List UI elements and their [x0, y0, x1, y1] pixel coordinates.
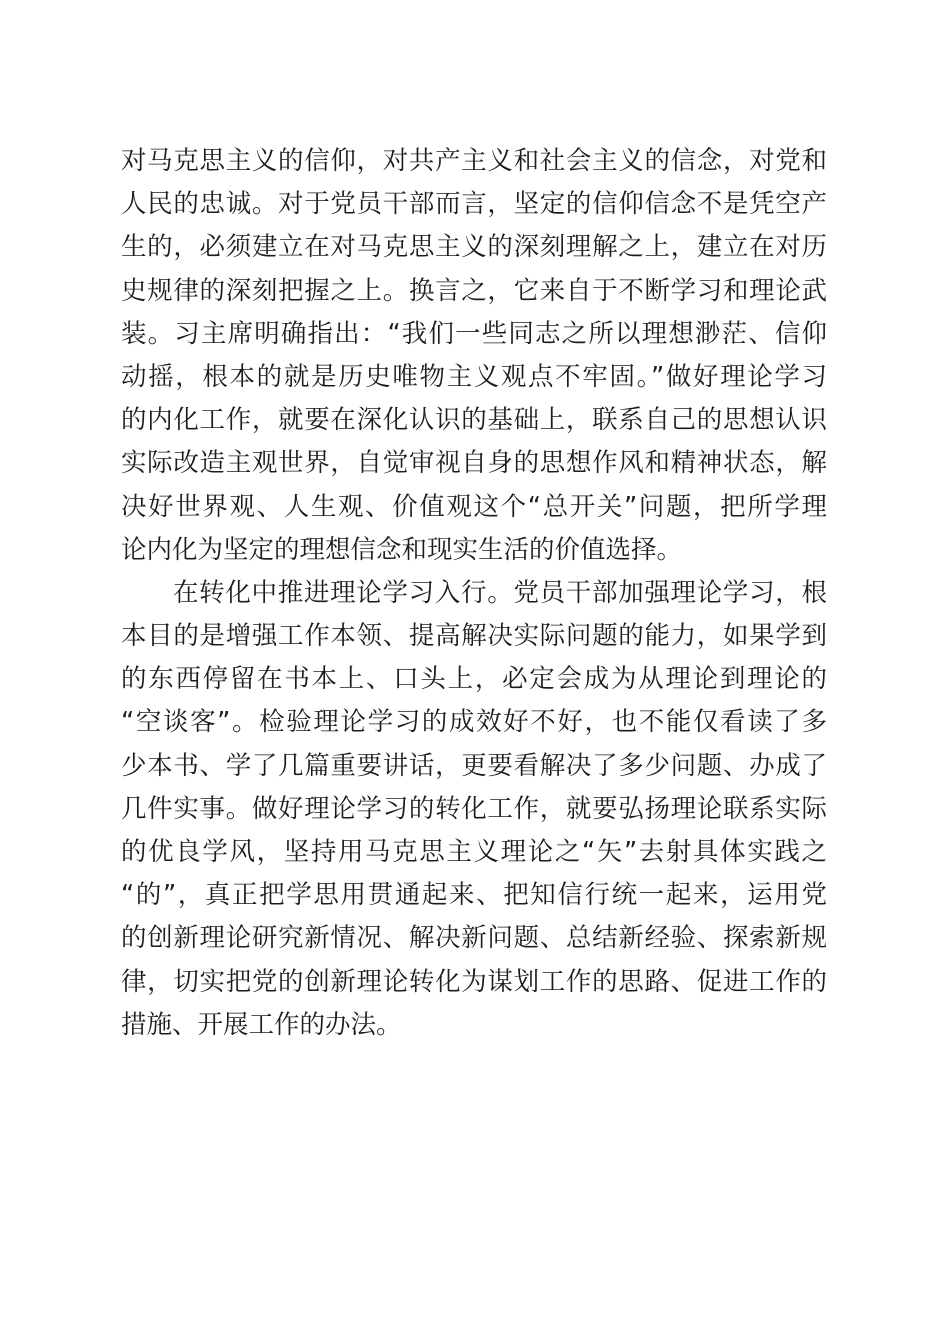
paragraph-1-line: 动摇，根本的就是历史唯物主义观点不牢固。”做好理论学习: [121, 361, 827, 392]
paragraph-1-line: 实际改造主观世界，自觉审视自身的思想作风和精神状态，解: [121, 448, 827, 479]
paragraph-2-line: 几件实事。做好理论学习的转化工作，就要弘扬理论联系实际: [121, 793, 827, 824]
paragraph-2-line: “的”，真正把学思用贯通起来、把知信行统一起来，运用党: [121, 880, 827, 911]
paragraph-2: [121, 572, 827, 1047]
paragraph-2-line: 的东西停留在书本上、口头上，必定会成为从理论到理论的: [121, 664, 827, 695]
paragraph-1-line: 装。习主席明确指出：“我们一些同志之所以理想渺茫、信仰: [121, 318, 827, 349]
paragraph-1: [121, 140, 827, 572]
paragraph-2-line: 少本书、学了几篇重要讲话，更要看解决了多少问题、办成了: [121, 750, 827, 781]
paragraph-2-line: 的优良学风，坚持用马克思主义理论之“矢”去射具体实践之: [121, 837, 827, 867]
paragraph-2-line: 措施、开展工作的办法。: [121, 1009, 402, 1040]
paragraph-2-line: 在转化中推进理论学习入行。党员干部加强理论学习，根: [173, 577, 827, 608]
paragraph-1-line: 人民的忠诚。对于党员干部而言，坚定的信仰信念不是凭空产: [121, 189, 827, 220]
paragraph-1-line: 论内化为坚定的理想信念和现实生活的价值选择。: [121, 534, 683, 565]
paragraph-1-line: 史规律的深刻把握之上。换言之，它来自于不断学习和理论武: [121, 275, 827, 306]
paragraph-1-line: 的内化工作，就要在深化认识的基础上，联系自己的思想认识: [121, 405, 827, 436]
paragraph-1-line: 生的，必须建立在对马克思主义的深刻理解之上，建立在对历: [121, 232, 827, 263]
paragraph-2-line: 的创新理论研究新情况、解决新问题、总结新经验、探索新规: [121, 923, 827, 954]
document-body: [121, 140, 827, 1047]
paragraph-2-line: 本目的是增强工作本领、提高解决实际问题的能力，如果学到: [121, 621, 827, 652]
paragraph-2-line: “空谈客”。检验理论学习的成效好不好，也不能仅看读了多: [121, 707, 827, 738]
paragraph-2-line: 律，切实把党的创新理论转化为谋划工作的思路、促进工作的: [121, 966, 827, 997]
paragraph-1-line: 决好世界观、人生观、价值观这个“总开关”问题，把所学理: [121, 491, 827, 522]
paragraph-1-line: 对马克思主义的信仰，对共产主义和社会主义的信念，对党和: [121, 146, 827, 176]
